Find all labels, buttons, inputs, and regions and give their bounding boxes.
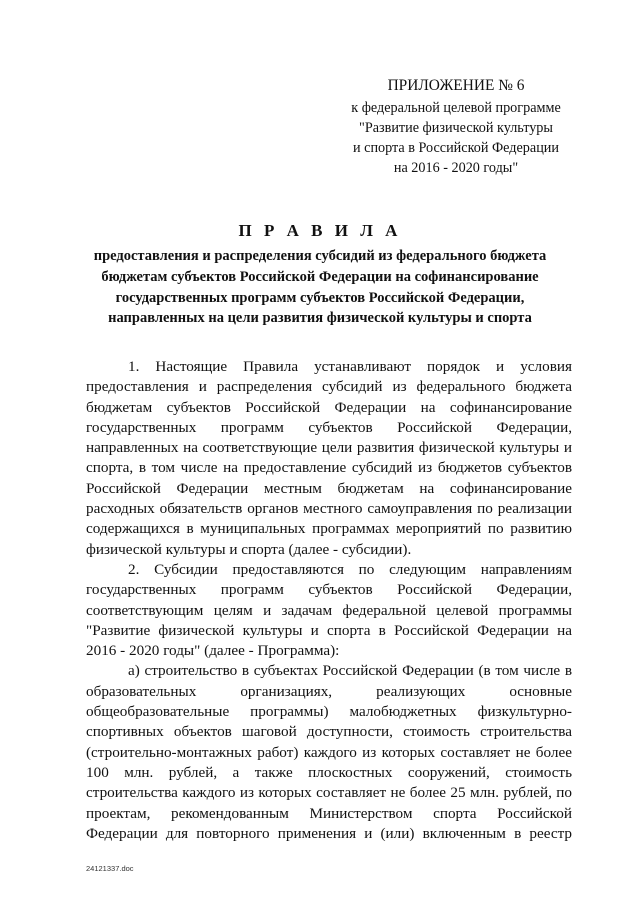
text-line: образовательных организациях, реализующих основные xyxy=(86,682,572,700)
text-line: физической культуры и спорта (далее - субсидии). xyxy=(86,540,412,558)
text-line: 2. Субсидии предоставляются по следующим направлениям xyxy=(128,560,572,578)
paragraph-2 xyxy=(86,560,572,661)
subtitle-line: государственных программ субъектов Российской Федерации, xyxy=(115,289,525,306)
subtitle-line: предоставления и распределения субсидий из федерального бюджета xyxy=(93,248,547,264)
appendix-line: "Развитие физической культуры xyxy=(359,120,553,136)
text-line: "Развитие физической культуры и спорта в Российской Федерации на xyxy=(86,621,572,639)
document-body xyxy=(86,357,572,844)
text-line: государственных программ субъектов Российской Федерации, xyxy=(86,418,572,436)
text-line: содержащихся в муниципальных программах мероприятий по развитию xyxy=(86,520,572,538)
subtitle-line: бюджетам субъектов Российской Федерации на софинансирование xyxy=(101,268,539,285)
text-line: (строительно-монтажных работ) каждого из которых составляет не более xyxy=(86,743,572,761)
paragraph-1 xyxy=(86,357,572,560)
paragraph-2a xyxy=(86,661,572,844)
text-line: Федерации для повторного применения и (или) включенным в реестр xyxy=(86,824,572,842)
text-line: общеобразовательные программы) малобюджетных физкультурно- xyxy=(86,703,572,721)
text-line: строительства каждого из которых составляет не более 25 млн. рублей, по xyxy=(86,784,572,802)
appendix-title: ПРИЛОЖЕНИЕ № 6 xyxy=(387,77,525,94)
appendix-line: и спорта в Российской Федерации xyxy=(353,140,559,156)
document-title: П Р А В И Л А xyxy=(238,221,402,240)
text-line: спортивных объектов шаговой доступности, стоимость строительства xyxy=(86,723,572,741)
text-line: предоставления и распределения субсидий из федерального бюджета xyxy=(86,378,572,396)
text-line: 100 млн. рублей, а также плоскостных сооружений, стоимость xyxy=(86,763,572,781)
footer-filename: 24121337.doc xyxy=(86,864,134,873)
appendix-line: к федеральной целевой программе xyxy=(351,100,561,116)
text-line: государственных программ субъектов Российской Федерации, xyxy=(86,581,572,599)
text-line: проектам, рекомендованным Министерством спорта Российской xyxy=(86,804,572,822)
text-line: направленных на соответствующие цели развития физической культуры и xyxy=(86,439,572,457)
document-subtitle xyxy=(70,246,570,329)
text-line: 1. Настоящие Правила устанавливают порядок и условия xyxy=(128,358,572,375)
text-line: расходных обязательств органов местного самоуправления по реализации xyxy=(86,500,572,518)
text-line: Российской Федерации местным бюджетам на софинансирование xyxy=(86,479,572,497)
subtitle-line: направленных на цели развития физической культуры и спорта xyxy=(108,310,532,327)
appendix-block xyxy=(326,76,586,178)
text-line: бюджетам субъектов Российской Федерации на софинансирование xyxy=(86,398,572,416)
appendix-line: на 2016 - 2020 годы" xyxy=(393,160,519,176)
text-line: 2016 - 2020 годы" (далее - Программа): xyxy=(86,642,340,660)
text-line: соответствующим целям и задачам федеральной целевой программы xyxy=(86,601,572,619)
text-line: а) строительство в субъектах Российской Федерации (в том числе в xyxy=(128,662,572,680)
text-line: спорта, в том числе на предоставление субсидий из бюджетов субъектов xyxy=(86,459,572,477)
